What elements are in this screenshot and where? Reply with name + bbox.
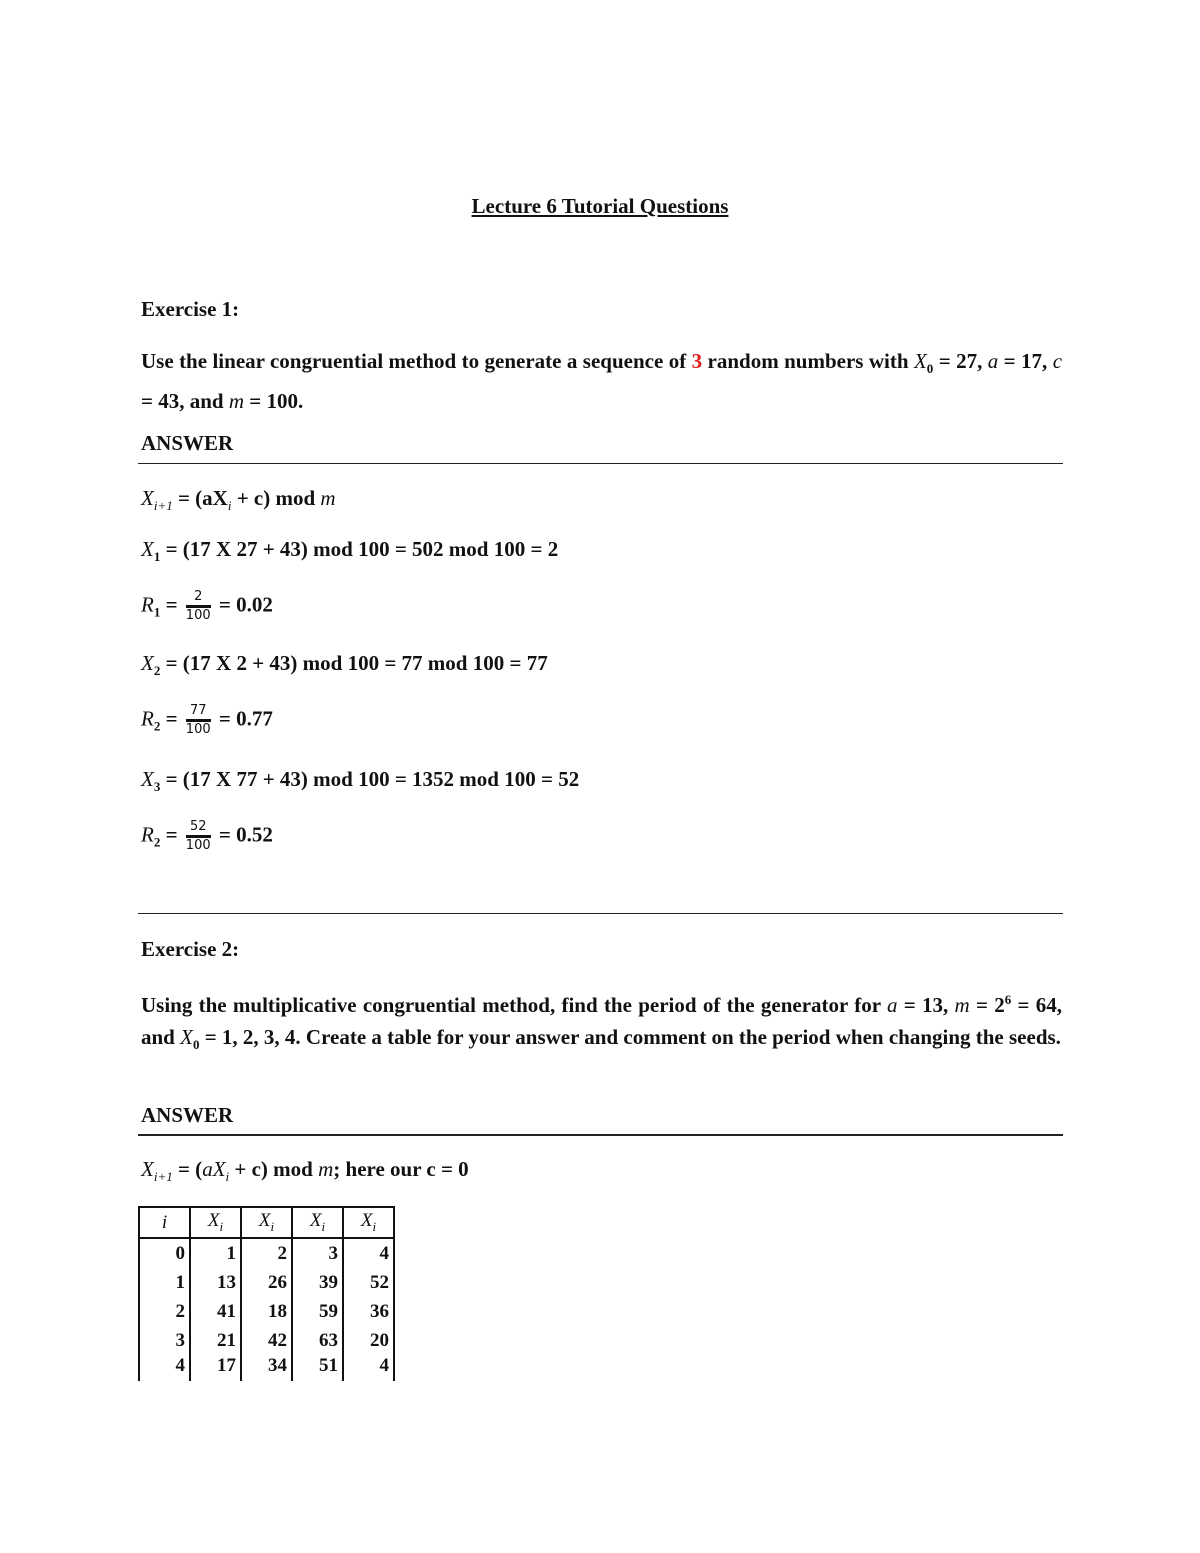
table-cell: 17 xyxy=(190,1355,241,1381)
table-cell: 0 xyxy=(139,1238,190,1268)
table-header: $X_i$ xyxy=(241,1207,292,1238)
table-cell: 52 xyxy=(343,1268,394,1297)
table-cell: 39 xyxy=(292,1268,343,1297)
exercise-1-heading: Exercise 1: xyxy=(141,297,240,321)
exercise-2-question: Using the multiplicative congruential method, find the period of the generator for a = 13, $m = 2^6 = 64$, and $X_0 = 1$, 2, 3, 4. Create a table for your answer and comment on the period when changing the seeds. xyxy=(141,992,1062,1053)
table-cell: 41 xyxy=(190,1297,241,1326)
calc-line: $X_3 = (17$ X 77 + 43) mod 100 = 1352 mod 100 = 52 xyxy=(141,767,580,795)
divider xyxy=(138,913,1063,914)
table-cell: 1 xyxy=(190,1238,241,1268)
page-title: Lecture 6 Tutorial Questions xyxy=(471,194,729,218)
exercise-1-question: Use the linear congruential method to generate a sequence of 3 random numbers with $X_0 = 27$, a = 17, c = 43, and m = 100. xyxy=(141,349,1063,414)
period-table xyxy=(138,1206,395,1381)
fraction: $\frac{52}{100}$ xyxy=(185,819,211,853)
calc-line: $R_2$ = $\frac{52}{100}$ = 0.52 xyxy=(141,819,273,853)
table-cell: 34 xyxy=(241,1355,292,1381)
fraction: $\frac{2}{100}$ xyxy=(185,589,211,623)
table-cell: 4 xyxy=(343,1355,394,1381)
table-cell: 4 xyxy=(139,1355,190,1381)
table-cell: 63 xyxy=(292,1326,343,1355)
fraction: $\frac{77}{100}$ xyxy=(185,703,211,737)
table-row xyxy=(139,1268,394,1297)
calc-line: $R_1$ = $\frac{2}{100}$ = 0.02 xyxy=(141,589,273,623)
table-cell: 26 xyxy=(241,1268,292,1297)
table-cell: 2 xyxy=(139,1297,190,1326)
table-cell: 13 xyxy=(190,1268,241,1297)
table-cell: 42 xyxy=(241,1326,292,1355)
table-row xyxy=(139,1355,394,1381)
answer-label-2: ANSWER xyxy=(141,1103,234,1127)
calc-line: $R_2$ = $\frac{77}{100}$ = 0.77 xyxy=(141,703,273,737)
lcg-formula-middle: = (aX xyxy=(172,486,228,510)
table-cell: 36 xyxy=(343,1297,394,1326)
table-header: i xyxy=(139,1207,190,1238)
table-cell: 1 xyxy=(139,1268,190,1297)
table-cell: 3 xyxy=(139,1326,190,1355)
table-header: $X_i$ xyxy=(292,1207,343,1238)
divider xyxy=(138,1134,1063,1136)
answer-label-1: ANSWER xyxy=(141,431,234,455)
table-cell: 3 xyxy=(292,1238,343,1268)
table-row xyxy=(139,1297,394,1326)
table-cell: 51 xyxy=(292,1355,343,1381)
calc-line: $X_1 = (17$ X 27 + 43) mod 100 = 502 mod 100 = 2 xyxy=(141,537,559,565)
table-cell: 2 xyxy=(241,1238,292,1268)
table-cell: 20 xyxy=(343,1326,394,1355)
table-header: $X_i$ xyxy=(343,1207,394,1238)
table-cell: 59 xyxy=(292,1297,343,1326)
exercise-2-heading: Exercise 2: xyxy=(141,937,240,961)
table-row xyxy=(139,1326,394,1355)
mcg-formula: $X_{i+1} = (aX_i + c)$ mod m; here our c = 0 xyxy=(141,1157,469,1185)
lcg-formula: $X_{i+1} = (aX_i + c)$ mod m xyxy=(141,486,336,514)
table-header: $X_i$ xyxy=(190,1207,241,1238)
table-cell: 4 xyxy=(343,1238,394,1268)
table-cell: 18 xyxy=(241,1297,292,1326)
calc-line: $X_2 = (17$ X 2 + 43) mod 100 = 77 mod 100 = 77 xyxy=(141,651,548,679)
table-cell: 21 xyxy=(190,1326,241,1355)
table-row xyxy=(139,1238,394,1268)
divider xyxy=(138,463,1063,464)
